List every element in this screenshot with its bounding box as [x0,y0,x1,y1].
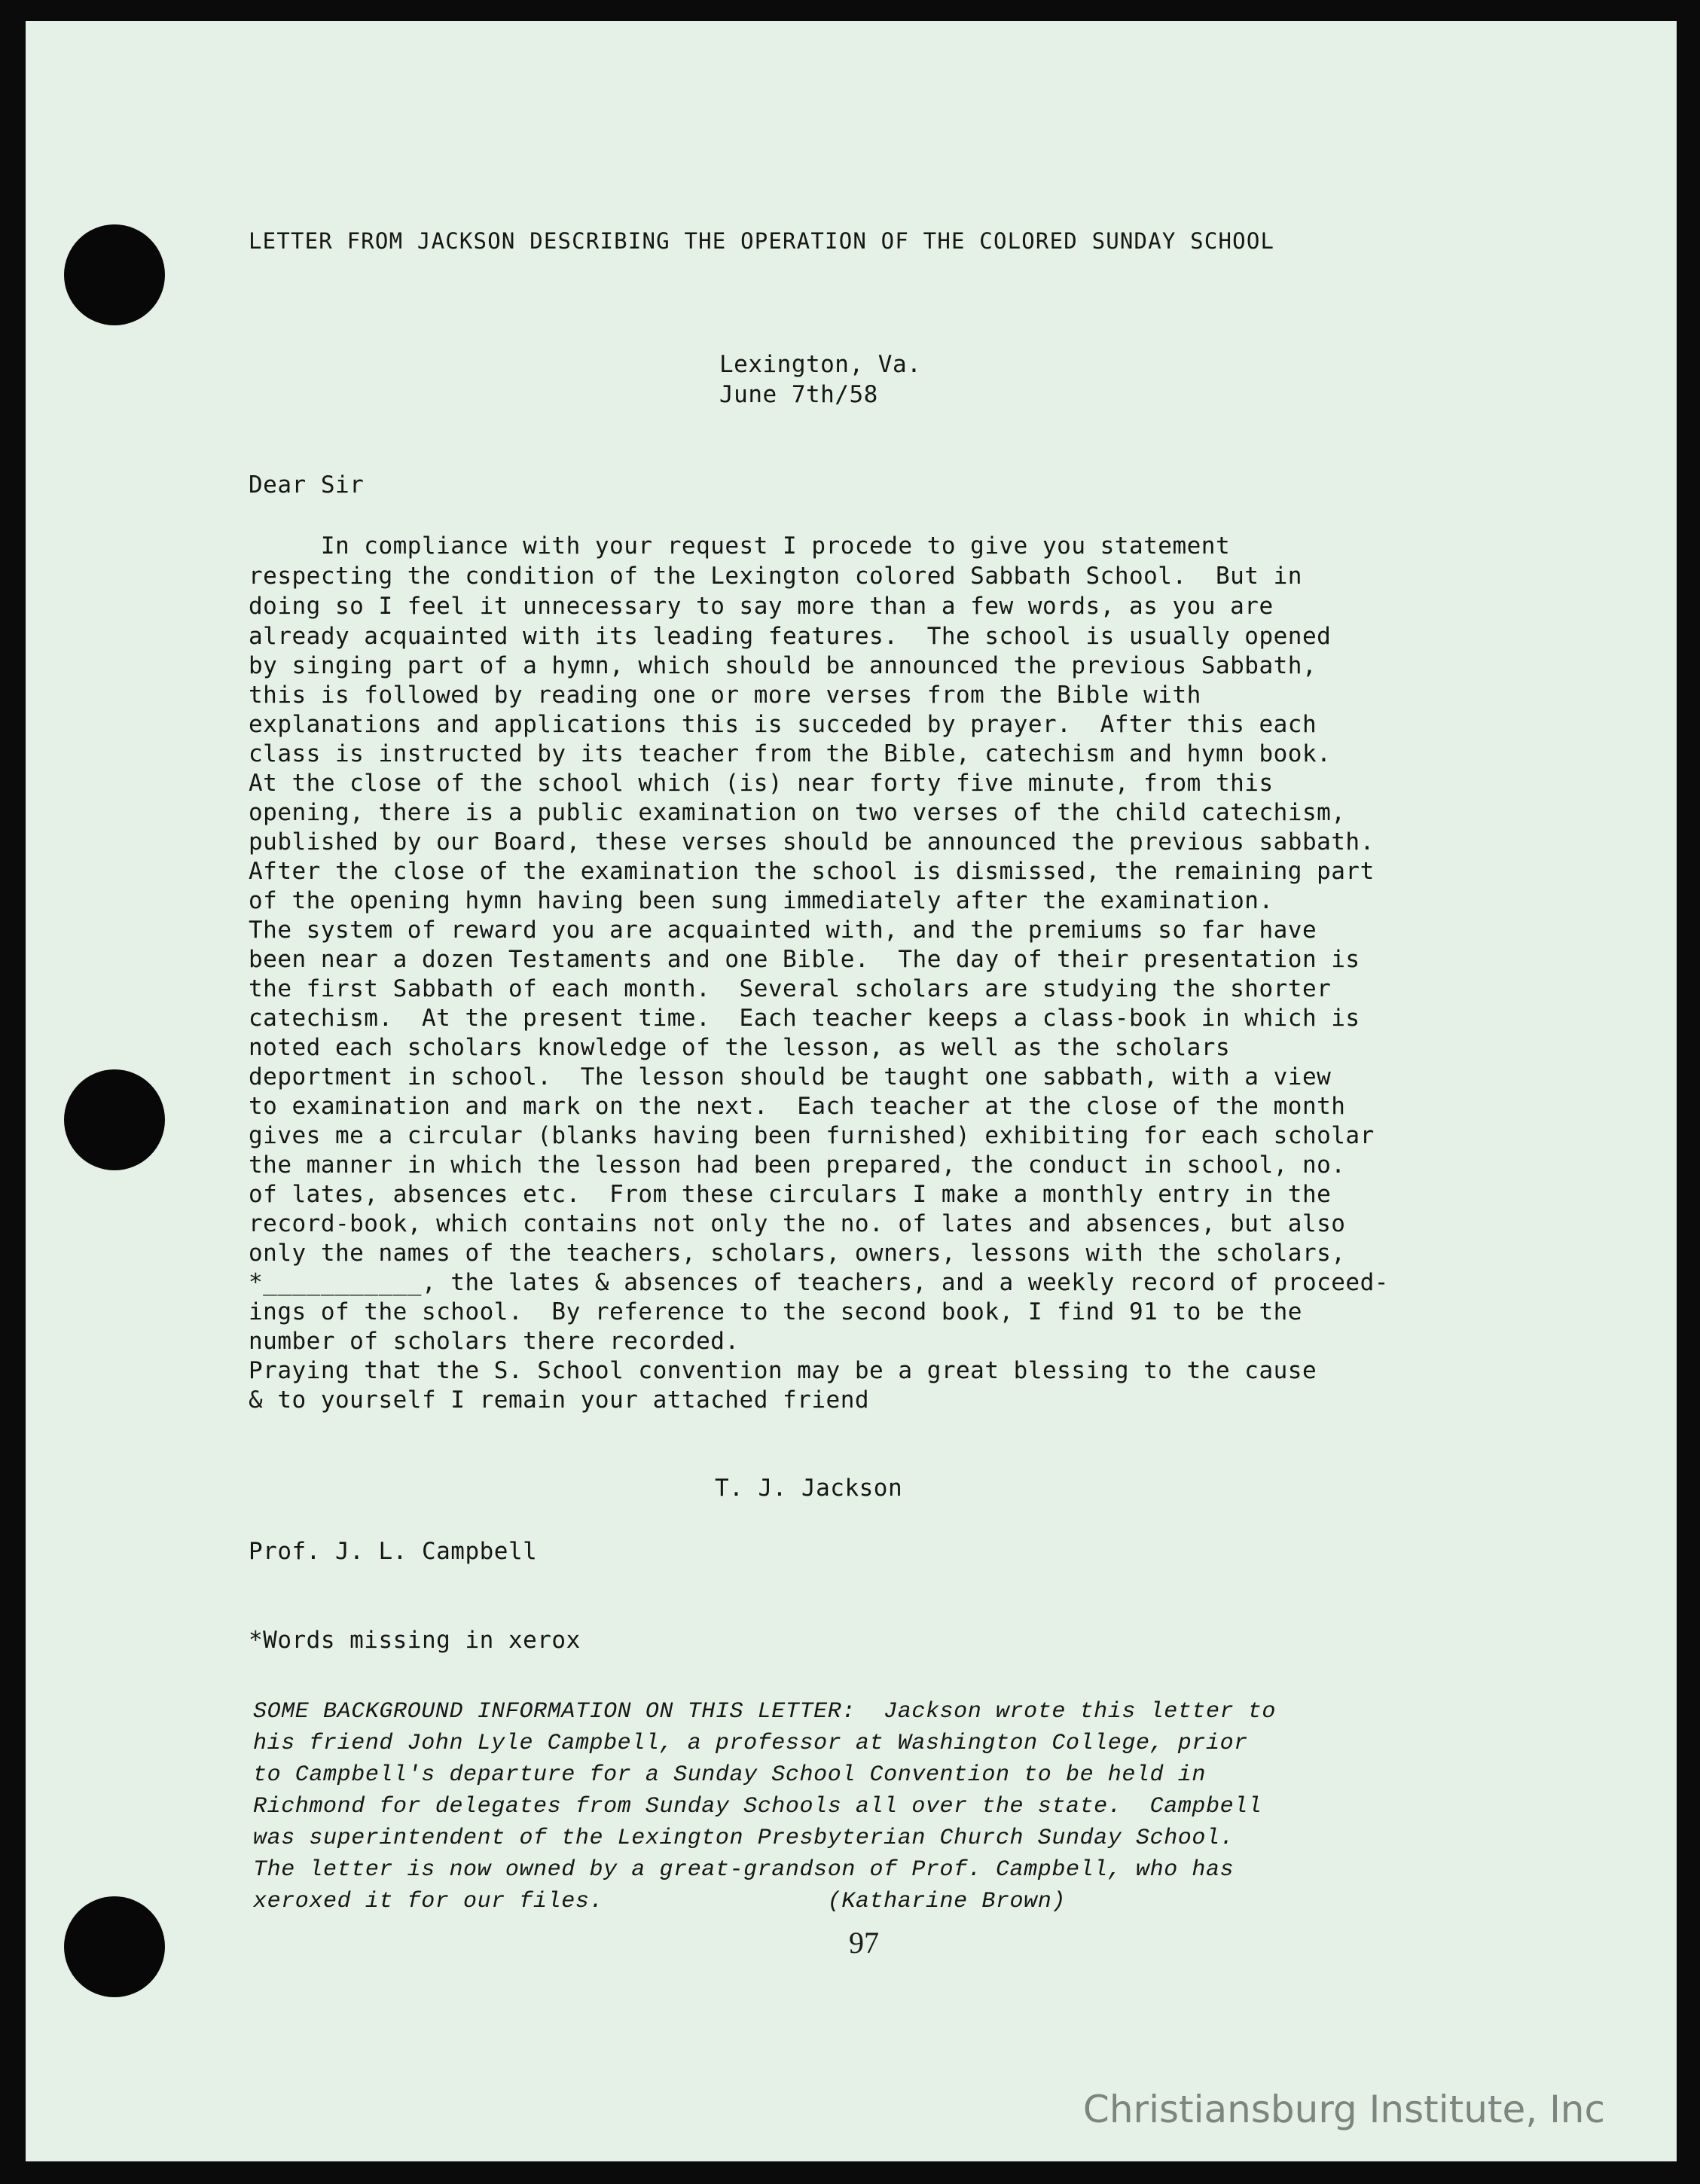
body-line: After the close of the examination the school is dismissed, the remaining part [249,858,1375,885]
body-line: been near a dozen Testaments and one Bible. The day of their presentation is [249,946,1360,973]
body-line: respecting the condition of the Lexington colored Sabbath School. But in [249,563,1302,590]
punch-hole-bottom [64,1896,165,1997]
salutation: Dear Sir [249,471,365,499]
body-line: explanations and applications this is succeded by prayer. After this each [249,711,1317,738]
letter-date: June 7th/58 [719,381,878,408]
note-line: was superintendent of the Lexington Presbyterian Church Sunday School. [253,1826,1235,1851]
document-page [26,21,1677,2161]
note-line: xeroxed it for our files. (Katharine Brown) [253,1889,1066,1914]
note-line: Richmond for delegates from Sunday Schools all over the state. Campbell [253,1794,1262,1819]
body-line: to examination and mark on the next. Each teacher at the close of the month [249,1093,1346,1120]
body-line: At the close of the school which (is) near forty five minute, from this [249,770,1274,797]
body-line: In compliance with your request I procede to give you statement [249,532,1231,560]
body-line: number of scholars there recorded. [249,1328,740,1355]
body-line: record-book, which contains not only the no. of lates and absences, but also [249,1210,1346,1237]
body-line: already acquainted with its leading features. The school is usually opened [249,623,1332,650]
body-line: this is followed by reading one or more verses from the Bible with [249,682,1201,709]
body-line: & to yourself I remain your attached friend [249,1386,870,1414]
body-line: gives me a circular (blanks having been furnished) exhibiting for each scholar [249,1122,1375,1149]
note-line: his friend John Lyle Campbell, a professor at Washington College, prior [253,1731,1248,1756]
body-line: opening, there is a public examination on two verses of the child catechism, [249,799,1346,826]
body-line: published by our Board, these verses should be announced the previous sabbath. [249,828,1375,856]
note-line: to Campbell's departure for a Sunday School Convention to be held in [253,1762,1206,1788]
document-title: LETTER FROM JACKSON DESCRIBING THE OPERATION OF THE COLORED SUNDAY SCHOOL [249,228,1275,254]
note-line: The letter is now owned by a great-grandson of Prof. Campbell, who has [253,1857,1235,1883]
signature: T. J. Jackson [715,1475,903,1502]
body-line: noted each scholars knowledge of the lesson, as well as the scholars [249,1034,1231,1061]
body-line: class is instructed by its teacher from the Bible, catechism and hymn book. [249,740,1332,767]
body-line: ings of the school. By reference to the second book, I find 91 to be the [249,1298,1302,1325]
body-line: *___________, the lates & absences of teachers, and a weekly record of proceed- [249,1269,1389,1296]
body-line: The system of reward you are acquainted with, and the premiums so far have [249,917,1317,944]
body-line: only the names of the teachers, scholars, owners, lessons with the scholars, [249,1240,1346,1267]
body-line: the first Sabbath of each month. Several scholars are studying the shorter [249,975,1332,1002]
footnote: *Words missing in xerox [249,1627,581,1654]
page-number: 97 [849,1926,879,1960]
body-line: deportment in school. The lesson should be taught one sabbath, with a view [249,1063,1332,1090]
note-line: SOME BACKGROUND INFORMATION ON THIS LETTER: Jackson wrote this letter to [253,1699,1277,1725]
letter-place: Lexington, Va. [719,351,922,378]
body-line: the manner in which the lesson had been prepared, the conduct in school, no. [249,1151,1346,1179]
body-line: of lates, absences etc. From these circulars I make a monthly entry in the [249,1181,1332,1208]
body-line: by singing part of a hymn, which should be announced the previous Sabbath, [249,652,1317,679]
body-line: of the opening hymn having been sung immediately after the examination. [249,887,1274,914]
punch-hole-middle [64,1069,165,1170]
punch-hole-top [64,224,165,325]
body-line: catechism. At the present time. Each teacher keeps a class-book in which is [249,1005,1360,1032]
body-line: Praying that the S. School convention may be a great blessing to the cause [249,1357,1317,1384]
watermark: Christiansburg Institute, Inc [1082,2088,1605,2131]
body-line: doing so I feel it unnecessary to say more than a few words, as you are [249,593,1274,620]
recipient: Prof. J. L. Campbell [249,1538,538,1565]
